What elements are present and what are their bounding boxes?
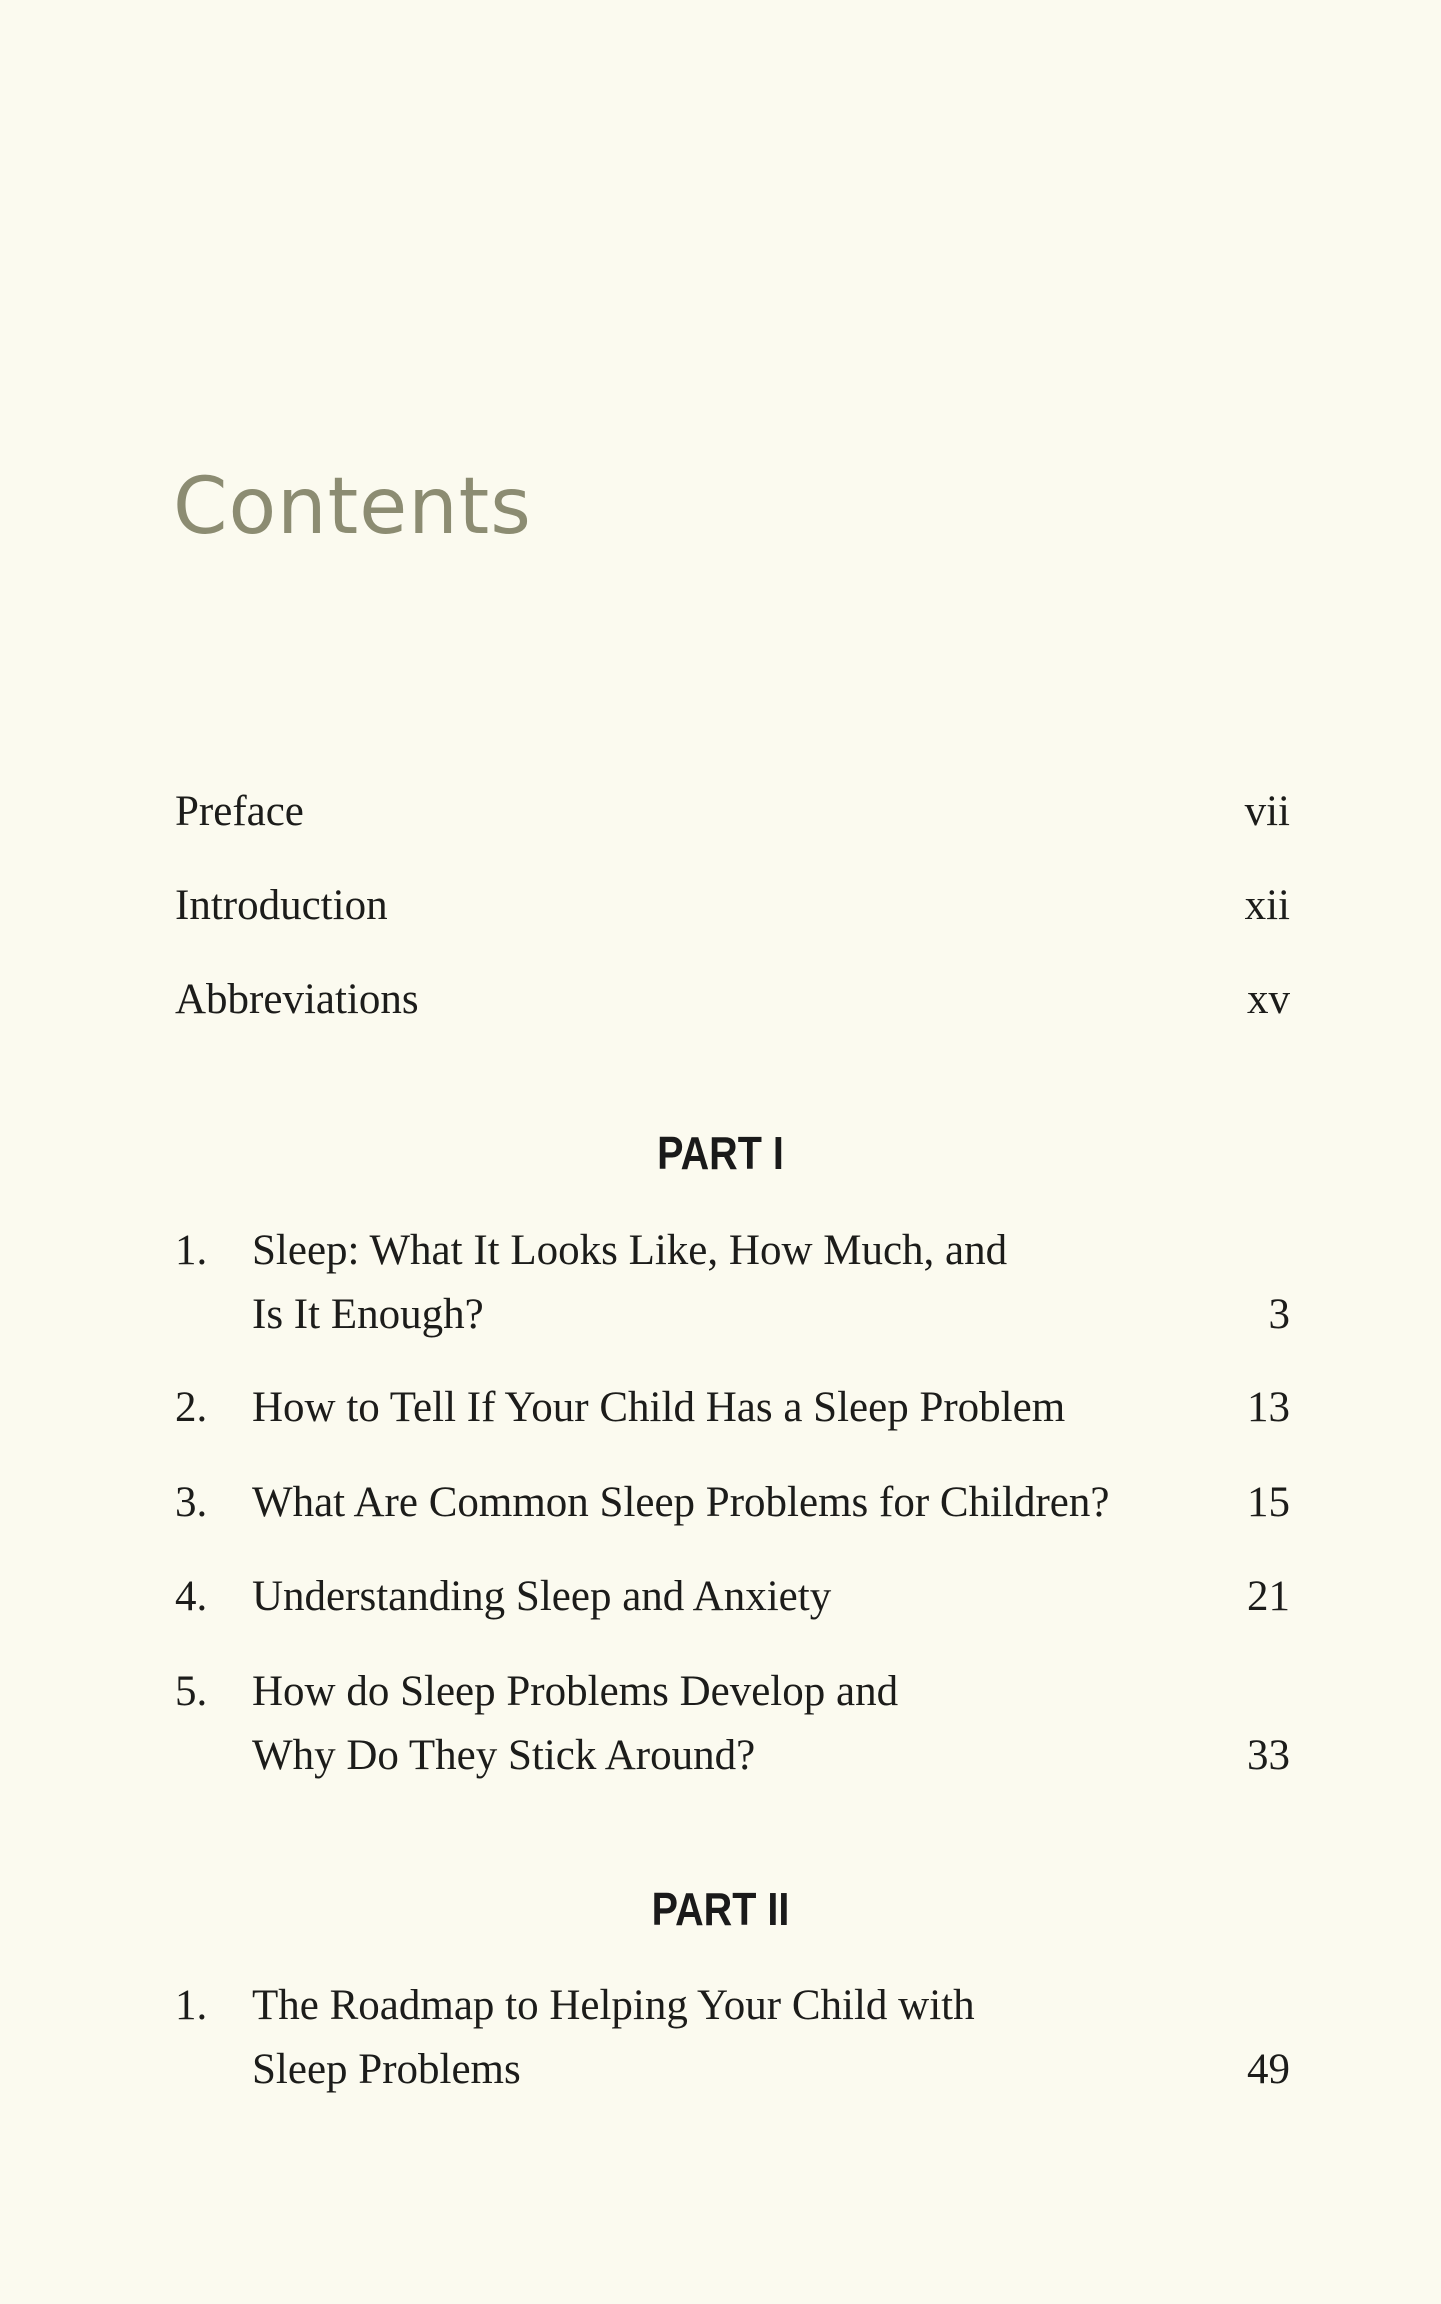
chapter-page: 3 <box>1268 1291 1290 1338</box>
chapter-number: 2. <box>175 1384 208 1431</box>
chapter-page: 21 <box>1247 1573 1290 1620</box>
toc-entry-label: Preface <box>175 788 304 835</box>
chapter-page: 13 <box>1247 1384 1290 1431</box>
toc-entry-page: vii <box>1244 788 1290 835</box>
chapter-page: 33 <box>1247 1732 1290 1779</box>
chapter-title <box>252 1660 1152 1788</box>
chapter-title-line: How to Tell If Your Child Has a Sleep Problem <box>252 1384 1066 1431</box>
chapter-title-line: Sleep: What It Looks Like, How Much, and <box>252 1227 1008 1274</box>
chapter-number: 1. <box>175 1982 208 2029</box>
chapter-title-line: What Are Common Sleep Problems for Children? <box>252 1479 1110 1526</box>
chapter-title-line: Understanding Sleep and Anxiety <box>252 1573 832 1620</box>
toc-entry-label: Introduction <box>175 882 388 929</box>
toc-entry-page: xii <box>1244 882 1290 929</box>
chapter-number: 3. <box>175 1479 208 1526</box>
chapter-page: 15 <box>1247 1479 1290 1526</box>
chapter-number: 5. <box>175 1668 208 1715</box>
chapter-title-line: The Roadmap to Helping Your Child with <box>252 1982 975 2029</box>
chapter-title-line: How do Sleep Problems Develop and <box>252 1668 899 1715</box>
page-title: Contents <box>173 462 532 552</box>
chapter-title <box>252 1974 1152 2102</box>
chapter-number: 4. <box>175 1573 208 1620</box>
toc-entry-page: xv <box>1247 976 1290 1023</box>
part-heading: PART II <box>651 1883 790 1935</box>
chapter-title <box>252 1219 1152 1347</box>
toc-entry-label: Abbreviations <box>175 976 419 1023</box>
chapter-title <box>252 1376 1152 1440</box>
chapter-title <box>252 1565 1152 1629</box>
chapter-title-line: Why Do They Stick Around? <box>252 1732 756 1779</box>
part-heading: PART I <box>657 1127 784 1179</box>
chapter-number: 1. <box>175 1227 208 1274</box>
chapter-title <box>252 1471 1152 1535</box>
chapter-title-line: Is It Enough? <box>252 1291 484 1338</box>
chapter-page: 49 <box>1247 2046 1290 2093</box>
chapter-title-line: Sleep Problems <box>252 2046 521 2093</box>
